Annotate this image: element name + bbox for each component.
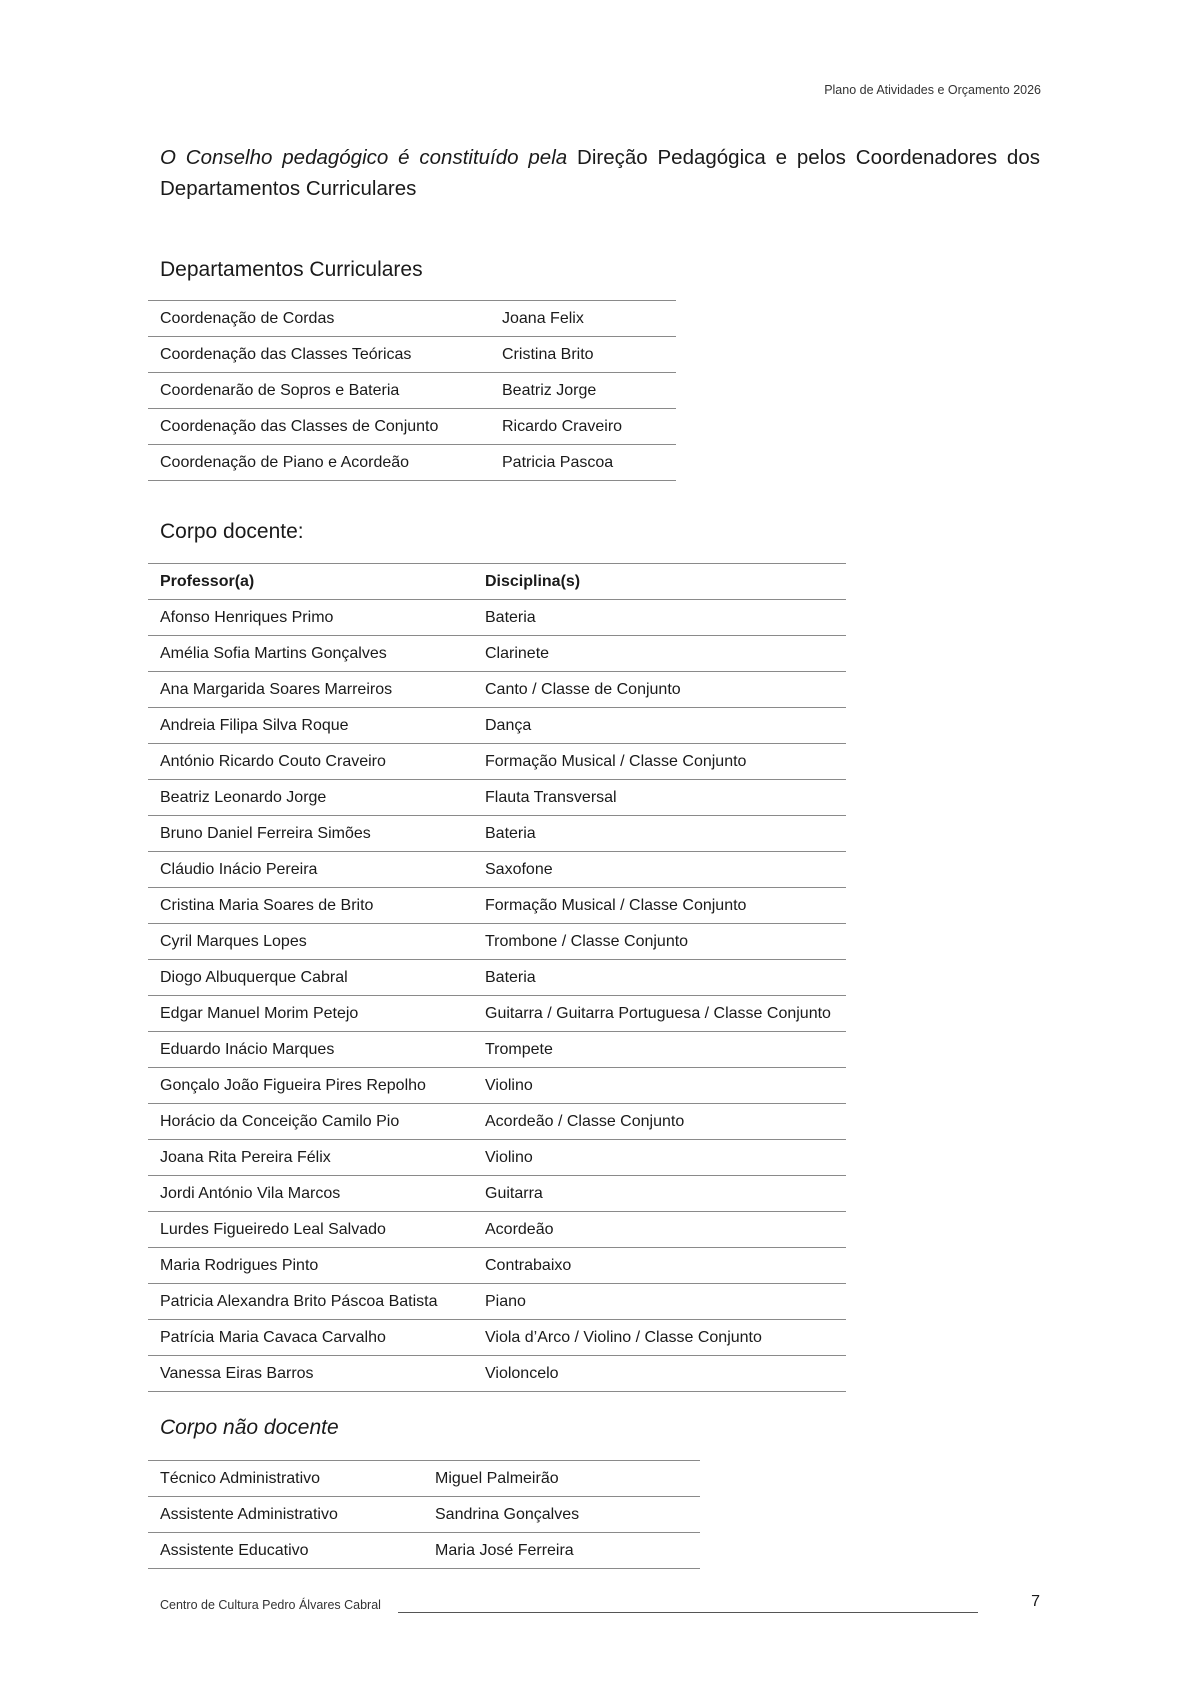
staff-header-row xyxy=(148,564,846,600)
staff-row-teacher: Andreia Filipa Silva Roque xyxy=(148,708,473,744)
non-teaching-row-name: Sandrina Gonçalves xyxy=(423,1497,700,1533)
non-teaching-row xyxy=(148,1533,700,1569)
non-teaching-row-name: Maria José Ferreira xyxy=(423,1533,700,1569)
staff-row xyxy=(148,1356,846,1392)
staff-row xyxy=(148,708,846,744)
staff-row-teacher: Eduardo Inácio Marques xyxy=(148,1032,473,1068)
staff-row-subject: Acordeão xyxy=(473,1212,846,1248)
staff-row-subject: Violino xyxy=(473,1068,846,1104)
teacher-column-header: Professor(a) xyxy=(148,564,473,600)
department-row xyxy=(148,301,676,337)
staff-row-teacher: Jordi António Vila Marcos xyxy=(148,1176,473,1212)
staff-row-subject: Violoncelo xyxy=(473,1356,846,1392)
running-header: Plano de Atividades e Orçamento 2026 xyxy=(824,83,1041,97)
department-row xyxy=(148,409,676,445)
staff-row xyxy=(148,1248,846,1284)
non-teaching-row xyxy=(148,1497,700,1533)
department-row-role: Coordenação de Cordas xyxy=(148,301,490,337)
staff-row xyxy=(148,960,846,996)
non-teaching-row-role: Técnico Administrativo xyxy=(148,1461,423,1497)
department-row-role: Coordenação de Piano e Acordeão xyxy=(148,445,490,481)
staff-row xyxy=(148,744,846,780)
footer-org: Centro de Cultura Pedro Álvares Cabral xyxy=(160,1598,381,1612)
departments-table xyxy=(148,300,676,481)
staff-row-teacher: Patrícia Maria Cavaca Carvalho xyxy=(148,1320,473,1356)
subject-column-header: Disciplina(s) xyxy=(473,564,846,600)
department-row xyxy=(148,337,676,373)
staff-row-subject: Bateria xyxy=(473,600,846,636)
staff-row xyxy=(148,1284,846,1320)
department-row-name: Beatriz Jorge xyxy=(490,373,676,409)
department-row-name: Patricia Pascoa xyxy=(490,445,676,481)
department-row-role: Coordenação das Classes Teóricas xyxy=(148,337,490,373)
staff-row-teacher: Gonçalo João Figueira Pires Repolho xyxy=(148,1068,473,1104)
footer-rule xyxy=(398,1612,978,1613)
non-teaching-title: Corpo não docente xyxy=(160,1416,339,1439)
staff-row-teacher: Diogo Albuquerque Cabral xyxy=(148,960,473,996)
intro-italic: O Conselho pedagógico é constituído pela xyxy=(160,146,568,169)
staff-table xyxy=(148,563,846,1392)
staff-row xyxy=(148,1140,846,1176)
staff-row-teacher: Beatriz Leonardo Jorge xyxy=(148,780,473,816)
staff-row-teacher: Cristina Maria Soares de Brito xyxy=(148,888,473,924)
staff-row xyxy=(148,600,846,636)
non-teaching-row-name: Miguel Palmeirão xyxy=(423,1461,700,1497)
staff-row xyxy=(148,672,846,708)
staff-row-subject: Trompete xyxy=(473,1032,846,1068)
staff-row-subject: Saxofone xyxy=(473,852,846,888)
staff-row-teacher: Horácio da Conceição Camilo Pio xyxy=(148,1104,473,1140)
department-row xyxy=(148,445,676,481)
staff-row-teacher: Edgar Manuel Morim Petejo xyxy=(148,996,473,1032)
staff-row-teacher: Cláudio Inácio Pereira xyxy=(148,852,473,888)
staff-row-subject: Bateria xyxy=(473,960,846,996)
staff-title: Corpo docente: xyxy=(160,520,304,543)
staff-row-teacher: Afonso Henriques Primo xyxy=(148,600,473,636)
non-teaching-table xyxy=(148,1460,700,1569)
non-teaching-row-role: Assistente Administrativo xyxy=(148,1497,423,1533)
departments-title: Departamentos Curriculares xyxy=(160,258,423,281)
staff-row-teacher: Cyril Marques Lopes xyxy=(148,924,473,960)
staff-row xyxy=(148,924,846,960)
staff-row xyxy=(148,996,846,1032)
staff-row-subject: Canto / Classe de Conjunto xyxy=(473,672,846,708)
department-row-name: Ricardo Craveiro xyxy=(490,409,676,445)
staff-row-teacher: Ana Margarida Soares Marreiros xyxy=(148,672,473,708)
department-row-role: Coordenarão de Sopros e Bateria xyxy=(148,373,490,409)
staff-row xyxy=(148,1176,846,1212)
staff-row xyxy=(148,1068,846,1104)
staff-row-subject: Guitarra xyxy=(473,1176,846,1212)
staff-row-subject: Formação Musical / Classe Conjunto xyxy=(473,888,846,924)
staff-row xyxy=(148,852,846,888)
staff-row-subject: Contrabaixo xyxy=(473,1248,846,1284)
staff-row-subject: Piano xyxy=(473,1284,846,1320)
staff-row-teacher: Joana Rita Pereira Félix xyxy=(148,1140,473,1176)
intro-paragraph xyxy=(160,142,1040,204)
department-row xyxy=(148,373,676,409)
staff-row xyxy=(148,1212,846,1248)
staff-row-teacher: Patricia Alexandra Brito Páscoa Batista xyxy=(148,1284,473,1320)
staff-row-teacher: Maria Rodrigues Pinto xyxy=(148,1248,473,1284)
staff-row-subject: Flauta Transversal xyxy=(473,780,846,816)
staff-row-teacher: Vanessa Eiras Barros xyxy=(148,1356,473,1392)
staff-row xyxy=(148,888,846,924)
staff-row-subject: Trombone / Classe Conjunto xyxy=(473,924,846,960)
page-number: 7 xyxy=(1031,1593,1040,1610)
department-row-name: Cristina Brito xyxy=(490,337,676,373)
staff-row xyxy=(148,1104,846,1140)
staff-row-teacher: Lurdes Figueiredo Leal Salvado xyxy=(148,1212,473,1248)
staff-row-teacher: António Ricardo Couto Craveiro xyxy=(148,744,473,780)
staff-row-subject: Clarinete xyxy=(473,636,846,672)
staff-row-teacher: Amélia Sofia Martins Gonçalves xyxy=(148,636,473,672)
staff-row xyxy=(148,1320,846,1356)
department-row-name: Joana Felix xyxy=(490,301,676,337)
staff-row-subject: Formação Musical / Classe Conjunto xyxy=(473,744,846,780)
staff-row xyxy=(148,636,846,672)
staff-row xyxy=(148,780,846,816)
staff-row-subject: Viola d’Arco / Violino / Classe Conjunto xyxy=(473,1320,846,1356)
staff-row xyxy=(148,1032,846,1068)
non-teaching-row xyxy=(148,1461,700,1497)
staff-row xyxy=(148,816,846,852)
intro-text: Direção Pedagógica e pelos Coordenadores dos Departamentos Curriculares xyxy=(160,146,1040,200)
staff-row-subject: Dança xyxy=(473,708,846,744)
staff-row-subject: Guitarra / Guitarra Portuguesa / Classe Conjunto xyxy=(473,996,846,1032)
staff-row-subject: Bateria xyxy=(473,816,846,852)
staff-row-subject: Acordeão / Classe Conjunto xyxy=(473,1104,846,1140)
staff-row-subject: Violino xyxy=(473,1140,846,1176)
department-row-role: Coordenação das Classes de Conjunto xyxy=(148,409,490,445)
staff-row-teacher: Bruno Daniel Ferreira Simões xyxy=(148,816,473,852)
non-teaching-row-role: Assistente Educativo xyxy=(148,1533,423,1569)
